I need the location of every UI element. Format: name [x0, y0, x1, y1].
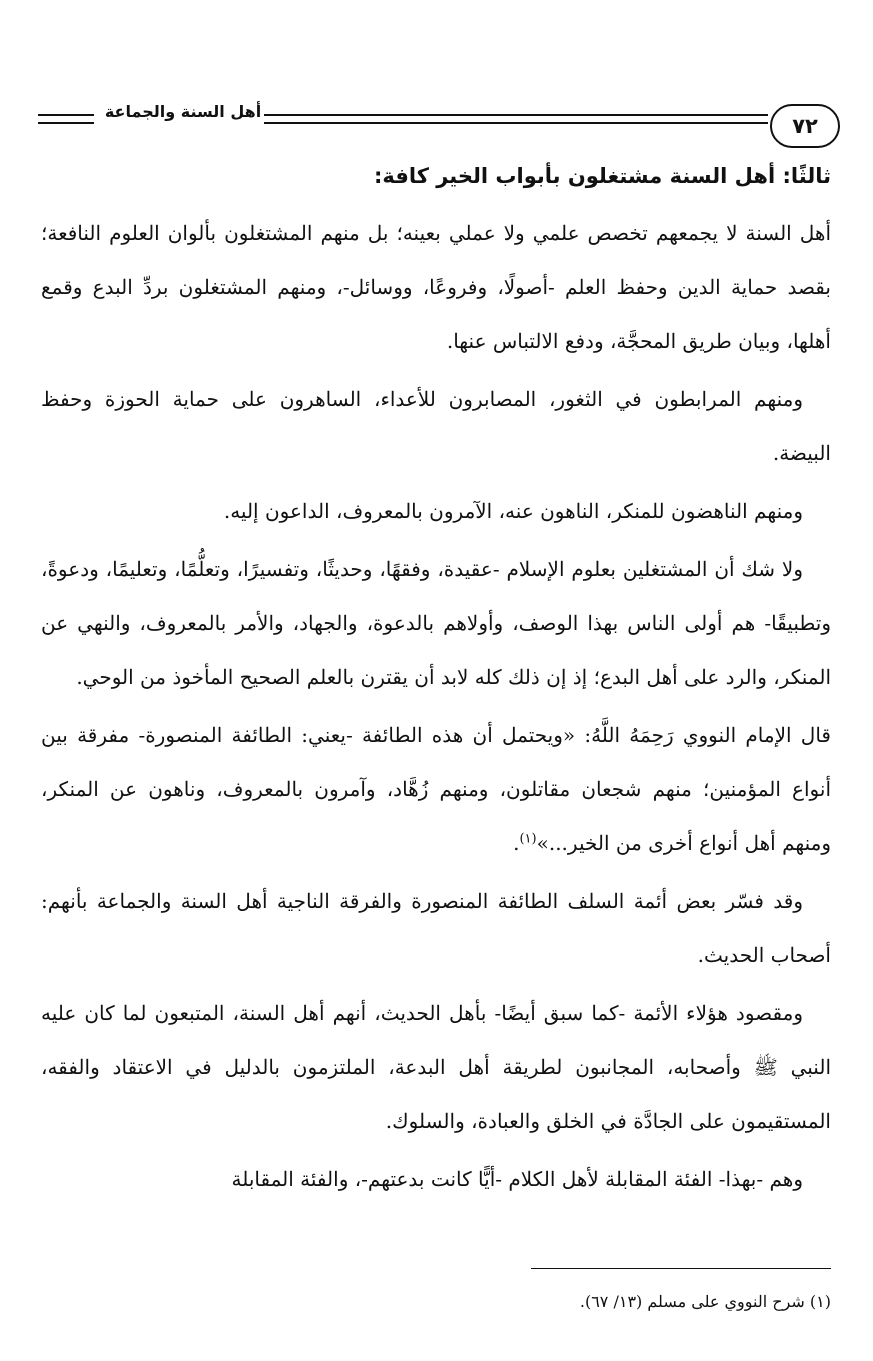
header-rule-right: [264, 114, 768, 124]
paragraph-1: أهل السنة لا يجمعهم تخصص علمي ولا عملي بعينه؛ بل منهم المشتغلون بألوان العلوم النافعة؛ بقصد حماية الدين وحفظ العلم -أصولًا، وفروعًا، ووسائل-، ومنهم المشتغلون بردِّ البدع وقمع أهلها، وبيان طريق المحجَّة، ودفع الالتباس عنها.: [41, 221, 831, 353]
paragraph-8: وهم -بهذا- الفئة المقابلة لأهل الكلام -أيًّا كانت بدعتهم-، والفئة المقابلة: [231, 1167, 803, 1191]
nawawi-quote: قال الإمام النووي رَحِمَهُ اللَّهُ: «ويحتمل أن هذه الطائفة -يعني: الطائفة المنصورة- مفرقة بين أنواع المؤمنين؛ منهم شجعان مقاتلون، ومنهم زُهَّاد، وآمرون بالمعروف، وناهون عن المنكر، ومنهم أهل أنواع أخرى من الخير...»: [41, 723, 831, 855]
main-text: [41, 152, 831, 1210]
paragraph-4: ولا شك أن المشتغلين بعلوم الإسلام -عقيدة، وفقهًا، وحديثًا، وتفسيرًا، وتعلُّمًا، وتعليمًا، ودعوةً، وتطبيقًا- هم أولى الناس بهذا الوصف، وأولاهم بالدعوة، والجهاد، والأمر بالمعروف، والنهي عن المنكر، والرد على أهل البدع؛ إذ إن ذلك كله لابد أن يقترن بالعلم الصحيح المأخوذ من الوحي.: [41, 557, 831, 689]
footnote-separator: [531, 1268, 831, 1269]
footnote-reference: (١): [519, 831, 537, 847]
page-number: ٧٢: [770, 104, 840, 148]
paragraph-3: ومنهم الناهضون للمنكر، الناهون عنه، الآمرون بالمعروف، الداعون إليه.: [223, 499, 803, 523]
page-header: [38, 96, 840, 150]
section-heading: ثالثًا: أهل السنة مشتغلون بأبواب الخير كافة:: [373, 164, 831, 188]
quote-end-period: .: [513, 831, 520, 855]
header-rule-left: [38, 114, 94, 124]
footnote: (١) شرح النووي على مسلم (١٣/ ٦٧).: [579, 1292, 831, 1311]
paragraph-6: وقد فسّر بعض أئمة السلف الطائفة المنصورة والفرقة الناجية أهل السنة والجماعة بأنهم: أصحاب الحديث.: [41, 889, 831, 967]
paragraph-7: ومقصود هؤلاء الأئمة -كما سبق أيضًا- بأهل الحديث، أنهم أهل السنة، المتبعون لما كان عليه النبي ﷺ وأصحابه، المجانبون لطريقة أهل البدعة، الملتزمون بالدليل في الاعتقاد والفقه، المستقيمون على الجادَّة في الخلق والعبادة، والسلوك.: [41, 1001, 831, 1133]
paragraph-5: [41, 708, 831, 870]
paragraph-2: ومنهم المرابطون في الثغور، المصابرون للأعداء، الساهرون على حماية الحوزة وحفظ البيضة.: [41, 387, 831, 465]
running-title: أهل السنة والجماعة: [104, 102, 262, 121]
